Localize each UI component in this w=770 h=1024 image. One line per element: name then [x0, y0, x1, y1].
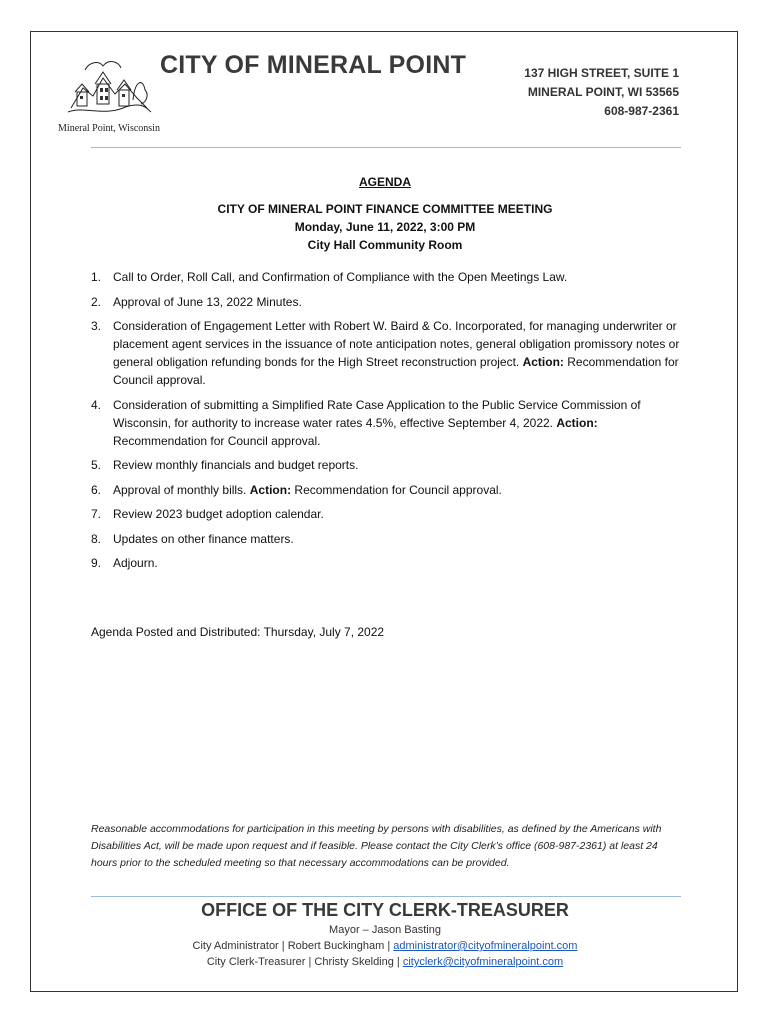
- item-number: 7.: [91, 507, 102, 521]
- meeting-title: CITY OF MINERAL POINT FINANCE COMMITTEE MEETING: [217, 202, 553, 216]
- document-page: [30, 31, 738, 992]
- agenda-item: [91, 554, 681, 572]
- office-title: OFFICE OF THE CITY CLERK-TREASURER: [201, 900, 569, 920]
- agenda-items: [91, 268, 681, 579]
- item-number: 9.: [91, 556, 102, 570]
- item-text: Consideration of submitting a Simplified Rate Case Application to the Public Service Commission of Wisconsin, for authority to increase water rates 4.5%, effective September 4, 2022.: [113, 397, 641, 430]
- city-title: CITY OF MINERAL POINT: [160, 51, 467, 79]
- address-street: 137 HIGH STREET, SUITE 1: [524, 66, 679, 80]
- meeting-date: Monday, June 11, 2022, 3:00 PM: [294, 220, 476, 234]
- clerk-label: City Clerk-Treasurer | Christy Skelding |: [206, 956, 400, 968]
- action-label: Action:: [249, 482, 292, 497]
- action-text: Recommendation for Council approval.: [113, 355, 679, 387]
- action-text: Recommendation for Council approval.: [113, 433, 321, 448]
- agenda-item: [91, 530, 681, 548]
- city-address: [524, 64, 679, 121]
- meeting-location: City Hall Community Room: [307, 238, 463, 252]
- item-number: 3.: [91, 319, 102, 333]
- action-label: Action:: [556, 415, 598, 430]
- ada-disclaimer: Reasonable accommodations for participation in this meeting by persons with disabilities, as defined by the Americans with Disabilities Act, will be made upon request and if feasible. Please contact the City Clerk’s office (608-987-2361) at least 24 hours prior to the scheduled meeting so that necessary accommodations can be provided.: [91, 823, 662, 869]
- item-number: 6.: [91, 482, 102, 497]
- address-city: MINERAL POINT, WI 53565: [527, 85, 679, 99]
- agenda-item: [91, 456, 681, 474]
- item-text: Updates on other finance matters.: [113, 531, 294, 546]
- header-divider: [91, 147, 681, 148]
- agenda-item: [91, 268, 681, 286]
- item-text: Adjourn.: [113, 556, 158, 570]
- item-text: Approval of monthly bills.: [113, 482, 247, 497]
- agenda-item: [91, 505, 681, 523]
- administrator-email-link[interactable]: administrator@cityofmineralpoint.com: [393, 940, 578, 952]
- agenda-item: [91, 293, 681, 311]
- city-logo: [45, 50, 165, 138]
- address-phone: 608-987-2361: [604, 104, 679, 118]
- item-text: Approval of June 13, 2022 Minutes.: [113, 294, 302, 309]
- agenda-item: [91, 481, 681, 499]
- agenda-heading: AGENDA: [358, 175, 411, 189]
- item-number: 8.: [91, 531, 102, 546]
- meeting-info: [31, 200, 739, 254]
- item-text: Review 2023 budget adoption calendar.: [113, 507, 324, 521]
- action-label: Action:: [522, 355, 564, 369]
- item-number: 1.: [91, 270, 102, 284]
- posted-notice: Agenda Posted and Distributed: Thursday, July 7, 2022: [91, 625, 385, 639]
- administrator-label: City Administrator | Robert Buckingham |: [192, 940, 391, 952]
- item-number: 5.: [91, 458, 102, 472]
- item-text: Consideration of Engagement Letter with Robert W. Baird & Co. Incorporated, for managing underwriter or placement agent services in the issuance of note anticipation notes, general obligation promissory notes or general obligation refunding bonds for the High Street reconstruction project.: [113, 319, 680, 369]
- item-text: Review monthly financials and budget reports.: [113, 458, 359, 472]
- town-sketch-icon: [63, 50, 153, 120]
- item-text: Call to Order, Roll Call, and Confirmation of Compliance with the Open Meetings Law.: [113, 270, 568, 284]
- logo-caption: Mineral Point, Wisconsin: [58, 123, 160, 134]
- action-text: Recommendation for Council approval.: [294, 482, 502, 497]
- agenda-item: [91, 317, 681, 389]
- item-number: 2.: [91, 294, 102, 309]
- clerk-line: [31, 956, 739, 968]
- mayor-line: Mayor – Jason Basting: [329, 924, 441, 936]
- item-number: 4.: [91, 397, 102, 412]
- clerk-email-link[interactable]: cityclerk@cityofmineralpoint.com: [402, 956, 564, 968]
- agenda-item: [91, 396, 681, 450]
- footer-divider: [91, 896, 681, 897]
- administrator-line: [31, 940, 739, 952]
